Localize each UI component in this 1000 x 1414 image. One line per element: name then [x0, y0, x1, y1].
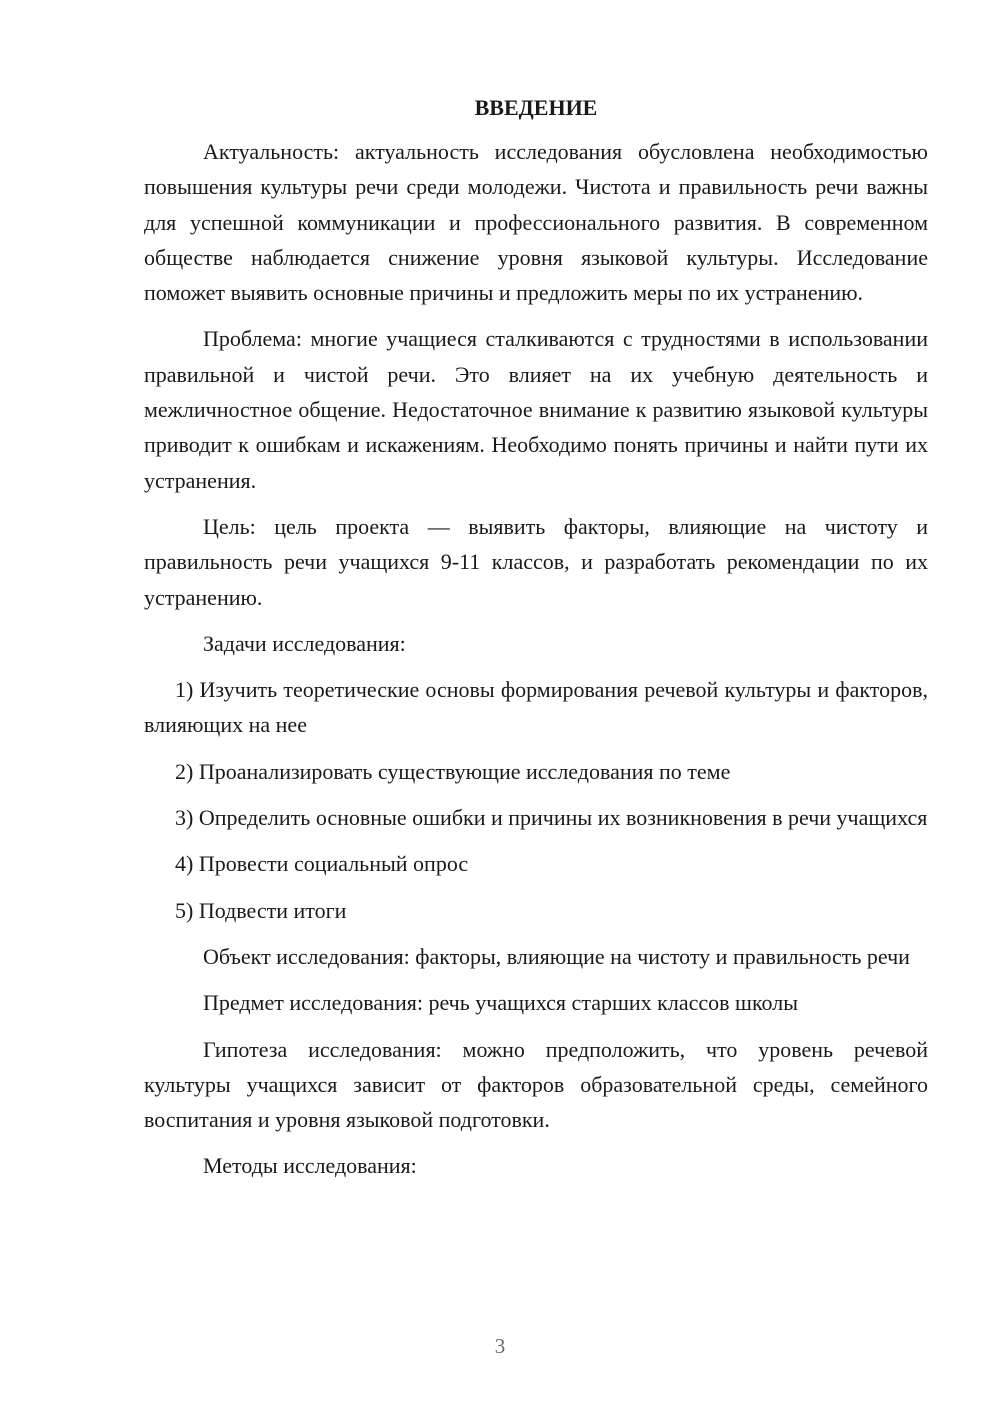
page-number: 3	[494, 1334, 506, 1358]
task-item-3: 3) Определить основные ошибки и причины их возникновения в речи учащихся	[175, 805, 928, 831]
task-item-5: 5) Подвести итоги	[175, 897, 347, 923]
methods-paragraph: Методы исследования:	[203, 1153, 417, 1179]
document-page	[144, 90, 928, 1195]
problem-paragraph: Проблема: многие учащиеся сталкиваются с трудностями в использовании правильной и чистой речи. Это влияет на их учебную деятельность и межличностное общение. Недостаточное внимание к развитию языковой культуры приводит к ошибкам и искажениям. Необходимо понять причины и найти пути их устранения.	[144, 326, 928, 493]
task-item-4: 4) Провести социальный опрос	[175, 851, 469, 877]
subject-paragraph: Предмет исследования: речь учащихся старших классов школы	[203, 990, 799, 1016]
object-paragraph: Объект исследования: факторы, влияющие на чистоту и правильность речи	[203, 943, 910, 969]
task-item-1: 1) Изучить теоретические основы формирования речевой культуры и факторов, влияющих на нее	[144, 677, 928, 738]
task-item-2: 2) Проанализировать существующие исследования по теме	[175, 758, 731, 784]
goal-paragraph: Цель: цель проекта — выявить факторы, влияющие на чистоту и правильность речи учащихся 9-11 классов, и разработать рекомендации по их устранению.	[144, 513, 928, 610]
section-title: ВВЕДЕНИЕ	[474, 95, 598, 120]
relevance-paragraph: Актуальность: актуальность исследования обусловлена необходимостью повышения культуры речи среди молодежи. Чистота и правильность речи важны для успешной коммуникации и профессионального развития. В современном обществе наблюдается снижение уровня языковой культуры. Исследование поможет выявить основные причины и предложить меры по их устранению.	[144, 139, 928, 306]
hypothesis-paragraph: Гипотеза исследования: можно предположить, что уровень речевой культуры учащихся зависит от факторов образовательной среды, семейного воспитания и уровня языковой подготовки.	[144, 1036, 928, 1133]
tasks-heading: Задачи исследования:	[203, 630, 406, 656]
